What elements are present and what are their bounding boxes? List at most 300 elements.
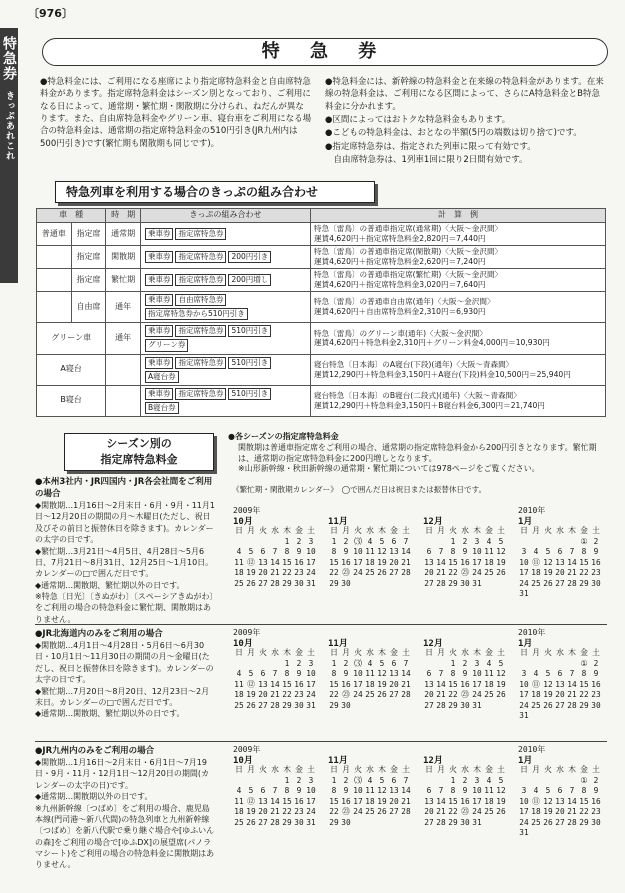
weekday-label: 水 [366, 765, 374, 774]
month-calendar [328, 506, 418, 589]
cell-car: A寝台 [37, 354, 106, 385]
calendar-grid [328, 765, 418, 828]
day-cell: 8 [284, 786, 290, 795]
month-calendar [518, 506, 608, 600]
weekday-label: 木 [283, 765, 291, 774]
day-cell: 26 [496, 568, 506, 577]
day-cell: 20 [555, 568, 565, 577]
day-cell: 3 [308, 536, 314, 546]
day-cell: 14 [270, 796, 280, 806]
calendar-year [328, 506, 418, 516]
day-cell: 16 [460, 796, 470, 806]
day-cell: 5 [379, 536, 385, 546]
weekday-label: 日 [330, 648, 338, 657]
day-cell: 20 [389, 679, 399, 689]
day-cell: ① [580, 536, 588, 546]
day-cell: 10 [519, 679, 529, 689]
day-cell: 31 [306, 700, 316, 710]
ticket-label: 200円引き [228, 251, 271, 263]
day-cell: 5 [498, 775, 504, 785]
day-cell: 4 [533, 786, 539, 795]
calc-line: 特急〔雷鳥〕の普通車指定席(閑散期)〈大阪～金沢間〉 [313, 247, 503, 257]
day-cell: 17 [306, 557, 316, 567]
day-cell: 12 [496, 786, 506, 795]
day-cell: 30 [341, 817, 351, 827]
calendar-grid [233, 526, 323, 589]
calc-line: 運賃12,290円＋特急料金3,150円＋B寝台料金6,300円＝21,740円 [313, 400, 545, 410]
day-cell: 27 [389, 807, 399, 816]
day-cell: 13 [389, 669, 399, 678]
page-title: 特 急 券 [261, 40, 389, 62]
day-cell: 19 [543, 690, 553, 699]
reserve-info-heading: ●各シーズンの指定席特急料金 [228, 432, 339, 441]
day-cell: 17 [519, 568, 529, 577]
calendar-month: 12月 [423, 517, 443, 527]
day-cell: 25 [234, 700, 244, 710]
day-cell: 24 [519, 700, 529, 710]
cell-car: B寝台 [37, 385, 106, 416]
day-cell: 25 [365, 690, 375, 699]
day-cell [566, 776, 578, 787]
day-cell: 13 [555, 557, 565, 567]
day-cell: 1 [284, 658, 290, 668]
day-cell: 7 [403, 775, 409, 785]
day-cell: 10 [472, 786, 482, 795]
day-cell: 3 [308, 775, 314, 785]
day-cell: 26 [377, 807, 387, 816]
ticket-label: 200円増し [228, 274, 271, 286]
day-cell: 24 [472, 690, 482, 699]
day-cell: 12 [377, 786, 387, 795]
day-cell: 3 [474, 658, 480, 668]
day-cell: 13 [424, 557, 434, 567]
day-cell: 19 [377, 679, 387, 689]
day-cell: 2 [296, 536, 302, 546]
weekday-label: 木 [378, 765, 386, 774]
ticket-label: グリーン券 [145, 339, 188, 351]
day-cell: 24 [353, 807, 363, 816]
weekday-label: 日 [520, 648, 528, 657]
day-cell: 7 [569, 669, 575, 678]
weekday-label: 日 [425, 526, 433, 535]
day-cell: 27 [555, 817, 565, 827]
weekday-label: 金 [485, 526, 493, 535]
weekday-label: 土 [497, 765, 505, 774]
day-cell: 5 [545, 547, 551, 556]
day-cell: 7 [438, 547, 444, 556]
ticket-combination-table [36, 208, 606, 417]
season-block [35, 745, 607, 885]
day-cell: 12 [496, 669, 506, 678]
day-cell: 22 [579, 568, 589, 577]
day-cell: 15 [329, 796, 339, 806]
season-rule-line: ◆通常期…閑散期、繁忙期以外の日です。 [35, 580, 185, 590]
calendar-year: 2009年 [233, 628, 261, 637]
day-cell [423, 537, 435, 548]
season-rule-line: ※特急〔日光〕〔きぬがわ〕〔スペーシアきぬがわ〕をご利用の場合の特急料金に繁忙期、閑散期はありません。 [35, 592, 214, 624]
weekday-label: 火 [259, 526, 267, 535]
day-cell: 1 [331, 536, 337, 546]
calendar-year [423, 506, 513, 516]
day-cell: 17 [519, 807, 529, 816]
day-cell: 7 [403, 536, 409, 546]
calendar-year [328, 628, 418, 638]
intro-right-paragraph: ●こどもの特急料金は、おとなの半額(5円の端数は切り捨て)です。 [325, 128, 582, 139]
day-cell: 29 [448, 700, 458, 710]
day-cell: 2 [462, 775, 468, 785]
weekday-label: 月 [342, 526, 350, 535]
calendar-month: 1月 [518, 517, 533, 527]
day-cell: 14 [436, 796, 446, 806]
ticket-label: 指定席特急券 [175, 251, 226, 263]
day-cell: 24 [306, 690, 316, 699]
day-cell: 8 [284, 547, 290, 556]
day-cell: 15 [282, 557, 292, 567]
day-cell: 2 [343, 658, 349, 668]
cell-calc [310, 246, 605, 269]
day-cell: 27 [389, 568, 399, 577]
calendar-month: 10月 [233, 756, 253, 766]
page-number: 〔976〕 [28, 7, 73, 20]
month-calendar [233, 628, 323, 711]
calendar-year: 2009年 [233, 745, 261, 754]
month-calendar [233, 506, 323, 589]
day-cell: 24 [472, 807, 482, 816]
day-cell: 20 [424, 807, 434, 816]
ticket-label: B寝台券 [145, 402, 179, 414]
day-cell: 10 [519, 796, 529, 806]
day-cell: 28 [270, 817, 280, 827]
day-cell: 21 [567, 690, 577, 699]
season-rule-line: ◆繁忙期…7月20日～8月20日、12月23日～2月末日。カレンダーの□で囲んだ日です。 [35, 686, 210, 707]
day-cell: 10 [472, 669, 482, 678]
day-cell: 26 [246, 578, 256, 588]
calendar-grid [518, 765, 608, 839]
day-cell: 26 [377, 568, 387, 577]
day-cell: 7 [272, 786, 278, 795]
day-cell: 22 [282, 807, 292, 816]
day-cell: 29 [329, 700, 339, 710]
day-cell: 8 [331, 786, 337, 795]
day-cell: 27 [258, 700, 268, 710]
calc-line: 運賃4,620円＋指定席特急料金2,820円＝7,440円 [313, 234, 486, 243]
day-cell: 25 [484, 807, 494, 816]
calc-line: 運賃12,290円＋特急料金3,150円＋A寝台(下段)料金10,500円＝25,940円 [313, 369, 571, 379]
calc-line: 運賃4,620円＋指定席特急料金3,020円＝7,640円 [313, 280, 486, 289]
day-cell: 12 [543, 796, 553, 806]
weekday-label: 火 [449, 765, 457, 774]
day-cell: 23 [294, 807, 304, 816]
season-block [35, 476, 607, 626]
day-cell: 16 [294, 796, 304, 806]
day-cell: 15 [282, 679, 292, 689]
weekday-label: 木 [568, 648, 576, 657]
day-cell: 16 [341, 679, 351, 689]
day-cell: 8 [284, 669, 290, 678]
day-cell: 5 [248, 669, 254, 678]
day-cell: 6 [557, 786, 563, 795]
day-cell: 13 [258, 796, 268, 806]
day-cell: 25 [234, 578, 244, 588]
day-cell: 9 [593, 669, 599, 678]
cell-tickets [140, 269, 310, 292]
day-cell: 5 [248, 547, 254, 556]
day-cell: 30 [460, 700, 470, 710]
day-cell: 1 [284, 536, 290, 546]
month-calendar [423, 506, 513, 589]
day-cell: 17 [306, 679, 316, 689]
calc-line: 特急〔雷鳥〕の普通車自由席(通年)〈大阪～金沢間〉 [313, 297, 495, 307]
day-cell: 6 [426, 669, 432, 678]
day-cell: 10 [306, 547, 316, 556]
day-cell: 27 [258, 578, 268, 588]
day-cell: ㉓ [461, 568, 469, 577]
ticket-label: 指定席特急券 [175, 357, 226, 369]
day-cell: 11 [234, 796, 244, 806]
day-cell: 3 [474, 775, 480, 785]
ticket-label: 自由席特急券 [175, 294, 226, 306]
day-cell: 22 [329, 568, 339, 577]
weekday-label: 日 [330, 526, 338, 535]
day-cell: 19 [496, 557, 506, 567]
cell-tickets [140, 354, 310, 385]
weekday-label: 月 [532, 765, 540, 774]
day-cell: 20 [258, 807, 268, 816]
calc-line: 特急〔雷鳥〕の普通車指定席(繁忙期)〈大阪～金沢間〉 [313, 270, 503, 280]
day-cell: 11 [484, 786, 494, 795]
day-cell: 21 [401, 679, 411, 689]
weekday-label: 木 [378, 526, 386, 535]
cell-calc [310, 223, 605, 246]
day-cell: 27 [424, 817, 434, 827]
calendar-month: 1月 [518, 756, 533, 766]
day-cell [435, 537, 447, 548]
calendar-grid [518, 526, 608, 600]
day-cell [233, 659, 245, 670]
calendar-year: 2009年 [233, 506, 261, 515]
day-cell [518, 537, 530, 548]
weekday-label: 火 [544, 648, 552, 657]
day-cell: 17 [353, 796, 363, 806]
day-cell: 16 [591, 796, 601, 806]
season-heading-line: シーズン別の [106, 437, 172, 450]
day-cell: ⑪ [532, 796, 540, 806]
day-cell: 29 [282, 578, 292, 588]
weekday-label: 月 [247, 765, 255, 774]
day-cell: 9 [343, 669, 349, 678]
reserve-info-note: ※山形新幹線・秋田新幹線の通常期・繁忙期については978ページをご覧ください。 [238, 464, 540, 474]
day-cell: 10 [472, 547, 482, 556]
day-cell: 31 [519, 589, 529, 598]
season-rule-line: ◆閑散期…1月16日～2月末日・6月1日～7月19日・9月・11月・12月1日～12月20日の期間(カレンダーの太字の日)です。 [35, 758, 210, 790]
day-cell: 31 [472, 700, 482, 710]
day-cell: 15 [448, 796, 458, 806]
day-cell: 22 [282, 690, 292, 699]
day-cell: 9 [343, 547, 349, 556]
day-cell: 3 [308, 658, 314, 668]
day-cell: 28 [401, 690, 411, 699]
day-cell: 28 [567, 578, 577, 588]
weekday-label: 月 [437, 765, 445, 774]
day-cell: 26 [496, 807, 506, 816]
day-cell [566, 537, 578, 548]
day-cell: 20 [424, 568, 434, 577]
day-cell: 29 [579, 700, 589, 710]
calendar-year [423, 745, 513, 755]
cell-calc [310, 323, 605, 354]
day-cell: 6 [391, 536, 397, 546]
calendar-year [423, 628, 513, 638]
day-cell [435, 659, 447, 670]
day-cell: 28 [401, 807, 411, 816]
weekday-label: 金 [295, 526, 303, 535]
day-cell: 27 [424, 578, 434, 588]
day-cell: 9 [296, 547, 302, 556]
day-cell: 31 [306, 578, 316, 588]
weekday-label: 木 [283, 526, 291, 535]
calendar-grid [233, 648, 323, 711]
season-rules-heading: ●JR北海道内のみをご利用の場合 [35, 629, 163, 639]
calendar-month: 10月 [233, 639, 253, 649]
day-cell [566, 659, 578, 670]
day-cell: 4 [486, 536, 492, 546]
cell-car [37, 292, 72, 323]
weekday-label: 土 [497, 526, 505, 535]
weekday-label: 日 [520, 765, 528, 774]
day-cell: 26 [496, 690, 506, 699]
weekday-label: 金 [485, 648, 493, 657]
weekday-label: 金 [390, 648, 398, 657]
day-cell: 8 [450, 547, 456, 556]
weekday-label: 金 [580, 648, 588, 657]
day-cell: 11 [234, 557, 244, 567]
cell-car [37, 269, 72, 292]
day-cell: 30 [591, 817, 601, 827]
day-cell: 21 [436, 568, 446, 577]
day-cell: 4 [367, 536, 373, 546]
cell-tickets [140, 385, 310, 416]
day-cell: 4 [533, 547, 539, 556]
weekday-label: 日 [425, 648, 433, 657]
day-cell: 11 [234, 679, 244, 689]
day-cell: 30 [341, 578, 351, 588]
day-cell: 25 [531, 578, 541, 588]
cell-seat: 指定席 [71, 223, 106, 246]
day-cell [530, 537, 542, 548]
day-cell [542, 776, 554, 787]
season-rule-line: ◆閑散期…1月16日～2月末日・6月・9月・11月1日～12月20日の期間の月～木曜日(ただし、祝日及びその前日と振替休日を除きます)。カレンダーの太字の日です。 [35, 501, 215, 545]
day-cell: 23 [591, 807, 601, 816]
day-cell: 5 [545, 669, 551, 678]
day-cell: ⑶ [354, 658, 362, 668]
day-cell: 20 [555, 807, 565, 816]
table-row [37, 292, 606, 323]
day-cell: 5 [379, 775, 385, 785]
cell-car [37, 246, 72, 269]
day-cell: 20 [258, 568, 268, 577]
day-cell: 10 [306, 786, 316, 795]
day-cell [423, 776, 435, 787]
cell-tickets [140, 292, 310, 323]
day-cell: 20 [555, 690, 565, 699]
cell-period: 通常期 [106, 223, 141, 246]
day-cell: 5 [498, 536, 504, 546]
day-cell: ㉓ [342, 568, 350, 577]
weekday-label: 水 [556, 648, 564, 657]
month-calendar [423, 628, 513, 711]
calendar-month: 11月 [328, 517, 348, 527]
day-cell: 14 [401, 786, 411, 795]
day-cell: 17 [472, 679, 482, 689]
month-calendar [233, 745, 323, 828]
calendar-month: 1月 [518, 639, 533, 649]
cell-seat: 指定席 [71, 246, 106, 269]
day-cell [554, 537, 566, 548]
day-cell: 4 [486, 775, 492, 785]
day-cell: 19 [377, 557, 387, 567]
weekday-label: 木 [473, 648, 481, 657]
day-cell: 31 [306, 817, 316, 827]
day-cell: 21 [436, 690, 446, 699]
table-row [37, 223, 606, 246]
day-cell [269, 537, 281, 548]
day-cell: 26 [246, 817, 256, 827]
weekday-label: 月 [247, 526, 255, 535]
weekday-label: 土 [592, 648, 600, 657]
day-cell: ① [580, 658, 588, 668]
table-row [37, 323, 606, 354]
day-cell: 14 [401, 547, 411, 556]
day-cell: 28 [567, 817, 577, 827]
ticket-label: 乗車券 [145, 325, 174, 337]
ticket-label: 指定席特急券 [175, 325, 226, 337]
day-cell: 20 [389, 796, 399, 806]
calendar-year: 2010年 [518, 628, 546, 637]
weekday-label: 土 [497, 648, 505, 657]
day-cell: 15 [579, 796, 589, 806]
ticket-label: 510円引き [228, 325, 271, 337]
day-cell: 30 [341, 700, 351, 710]
weekday-label: 金 [390, 526, 398, 535]
weekday-label: 金 [390, 765, 398, 774]
day-cell: 24 [519, 578, 529, 588]
season-rules-heading: ●本州3社内・JR四国内・JR各会社間をご利用の場合 [35, 477, 213, 500]
cell-calc [310, 269, 605, 292]
intro-right [325, 76, 607, 167]
day-cell: 29 [329, 817, 339, 827]
reserve-info-body: 閑散期は普通車指定席をご利用の場合、通常期の指定席特急料金から200円引きとなります。繁忙期は、通常期の指定席特急料金に200円増しとなります。 [238, 442, 597, 463]
calc-line: 特急〔雷鳥〕の普通車指定席(通常期)〈大阪～金沢間〉 [313, 224, 503, 234]
day-cell: 14 [270, 679, 280, 689]
calendar-grid [328, 648, 418, 711]
weekday-label: 日 [235, 765, 243, 774]
day-cell: 31 [472, 817, 482, 827]
day-cell: 8 [581, 547, 587, 556]
weekday-label: 木 [568, 526, 576, 535]
ticket-label: 510円引き [228, 357, 271, 369]
day-cell: 11 [484, 669, 494, 678]
cell-calc [310, 354, 605, 385]
day-cell: 1 [331, 775, 337, 785]
day-cell: 2 [593, 658, 599, 668]
day-cell: 5 [379, 658, 385, 668]
ticket-label: 乗車券 [145, 228, 174, 240]
day-cell: 10 [353, 669, 363, 678]
day-cell: 14 [567, 796, 577, 806]
day-cell: 26 [543, 700, 553, 710]
day-cell: 24 [353, 690, 363, 699]
season-block [35, 628, 607, 743]
